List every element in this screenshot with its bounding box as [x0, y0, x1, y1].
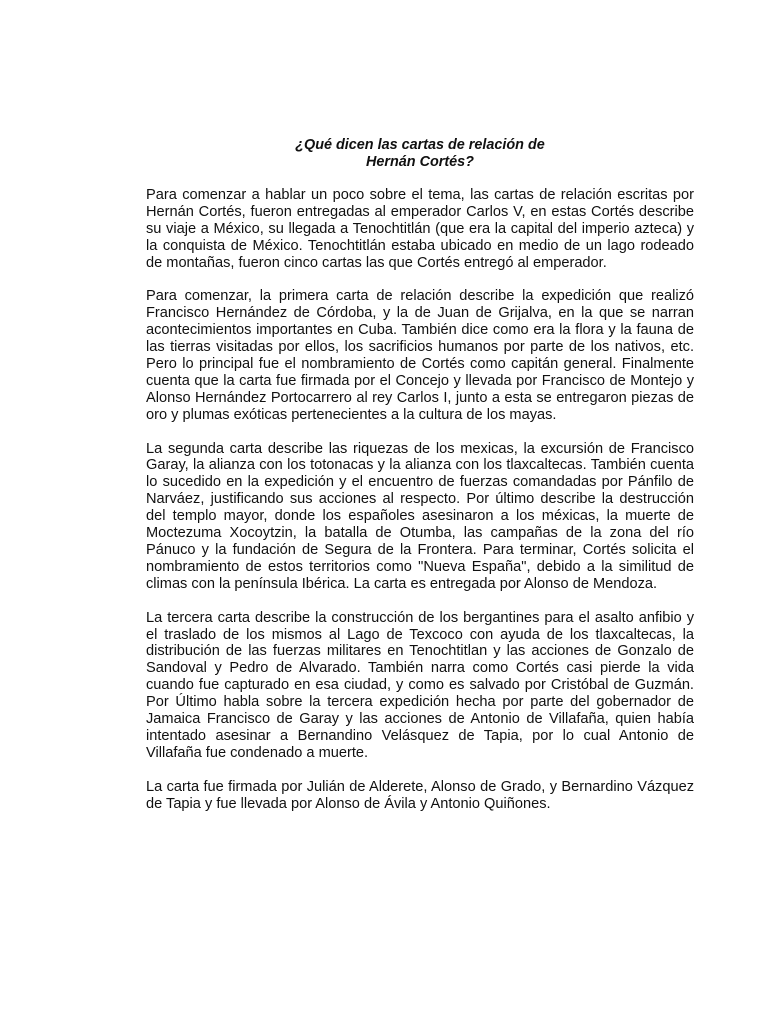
- paragraph-4: La tercera carta describe la construcción de los bergantines para el asalto anfibio y el traslado de los mismos al Lago de Texcoco con ayuda de los tlaxcaltecas, la distribución de las fuerzas militares en Tenochtitlan y las acciones de Gonzalo de Sandoval y Pedro de Alvarado. También narra como Cortés casi pierde la vida cuando fue capturado en esa ciudad, y como es salvado por Cristóbal de Guzmán. Por Último habla sobre la tercera expedición hecha por parte del gobernador de Jamaica Francisco de Garay y las acciones de Antonio de Villafaña, quien había intentado asesinar a Bernandino Velásquez de Tapia, por lo cual Antonio de Villafaña fue condenado a muerte.: [146, 609, 694, 761]
- paragraph-1: Para comenzar a hablar un poco sobre el tema, las cartas de relación escritas por Hernán Cortés, fueron entregadas al emperador Carlos V, en estas Cortés describe su viaje a México, su llegada a Tenochtitlán (que era la capital del imperio azteca) y la conquista de México. Tenochtitlán estaba ubicado en medio de un lago rodeado de montañas, fueron cinco cartas las que Cortés entregó al emperador.: [146, 187, 694, 271]
- document-title: [146, 137, 694, 171]
- title-line-1: ¿Qué dicen las cartas de relación de: [295, 137, 545, 153]
- paragraph-2: Para comenzar, la primera carta de relación describe la expedición que realizó Francisco Hernández de Córdoba, y la de Juan de Grijalva, en la que se narran acontecimientos importantes en Cuba. También dice como era la flora y la fauna de las tierras visitadas por ellos, los sacrificios humanos por parte de los nativos, etc. Pero lo principal fue el nombramiento de Cortés como capitán general. Finalmente cuenta que la carta fue firmada por el Concejo y llevada por Francisco de Montejo y Alonso Hernández Portocarrero al rey Carlos I, junto a esta se entregaron piezas de oro y plumas exóticas pertenecientes a la cultura de los mayas.: [146, 288, 694, 423]
- document-body: [146, 187, 694, 829]
- paragraph-5: La carta fue firmada por Julián de Alderete, Alonso de Grado, y Bernardino Vázquez de Tapia y fue llevada por Alonso de Ávila y Antonio Quiñones.: [146, 778, 694, 812]
- paragraph-3: La segunda carta describe las riquezas de los mexicas, la excursión de Francisco Garay, la alianza con los totonacas y la alianza con los tlaxcaltecas. También cuenta lo sucedido en la expedición y el encuentro de fuerzas comandadas por Pánfilo de Narváez, justificando sus acciones al respecto. Por último describe la destrucción del templo mayor, donde los españoles asesinaron a los méxicas, la muerte de Moctezuma Xocoytzin, la batalla de Otumba, las campañas de la zona del río Pánuco y la fundación de Segura de la Frontera. Para terminar, Cortés solicita el nombramiento de estos territorios como "Nueva España", debido a la similitud de climas con la península Ibérica. La carta es entregada por Alonso de Mendoza.: [146, 440, 694, 592]
- title-line-2: Hernán Cortés?: [366, 154, 474, 170]
